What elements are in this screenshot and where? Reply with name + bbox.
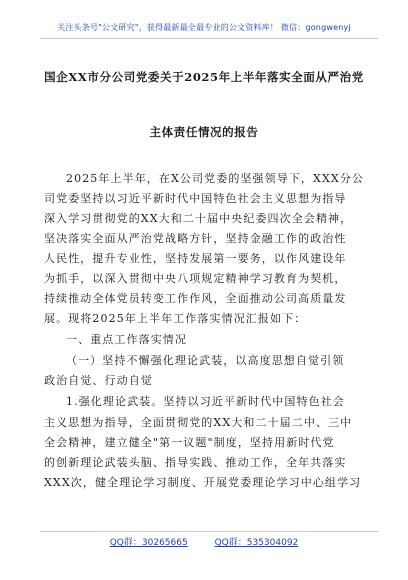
text-line: XXX次，健全理论学习制度、开展党委理论学习中心组学习 — [44, 476, 362, 489]
text-line: 司党委坚持以习近平新时代中国特色社会主义思想为指导 — [44, 192, 347, 205]
header-promo-note: 关注头条号"公文研究"，获得最新最全最专业的公文资料库！ 微信：gongwenyj — [57, 23, 351, 32]
text-line: 主义思想为指导，全面贯彻党的XX大和二十届二中、三中 — [44, 416, 353, 429]
qq-group-link-1[interactable]: QQ群：30265665 — [109, 538, 188, 548]
footer-qq-groups — [0, 535, 408, 548]
text-line: 全会精神，建立健全"第一议题"制度，坚持用新时代党 — [44, 436, 335, 449]
text-line: 1.强化理论武装。坚持以习近平新时代中国特色社会 — [66, 395, 345, 408]
header-divider — [40, 38, 378, 39]
text-line: 人民性，提升专业性，坚持发展第一要务，以作风建设年 — [44, 252, 347, 265]
paragraph-intro — [44, 169, 365, 493]
subsection-heading-line: 政治自觉、行动自觉 — [44, 374, 153, 387]
footer-divider — [40, 531, 378, 532]
text-line: 展。现将2025年上半年工作落实情况汇报如下： — [44, 312, 307, 325]
text-line: 持续推动全体党员转变工作作风，全面推动公司高质量发 — [44, 292, 347, 305]
text-line: 深入学习贯彻党的XX大和二十届中央纪委四次全会精神， — [44, 212, 353, 225]
text-line: 为抓手，以深入贯彻中央八项规定精神学习教育为契机， — [44, 272, 347, 285]
text-line: 的创新理论武装头脑、指导实践、推动工作，全年共落实 — [44, 456, 347, 469]
qq-group-link-2[interactable]: QQ群：535304092 — [214, 538, 299, 548]
document-title-line-1: 国企XX市分公司党委关于2025年上半年落实全面从严治党 — [44, 70, 364, 84]
subsection-heading-line: （一）坚持不懈强化理论武装，以高度思想自觉引领 — [66, 354, 345, 367]
section-heading: 一、重点工作落实情况 — [66, 333, 187, 346]
text-line: 坚决落实全面从严治党战略方针，坚持金融工作的政治性 — [44, 232, 347, 245]
document-title-line-2: 主体责任情况的报告 — [149, 125, 259, 139]
text-line: 2025年上半年，在X公司党委的坚强领导下，XXX分公 — [66, 172, 365, 185]
